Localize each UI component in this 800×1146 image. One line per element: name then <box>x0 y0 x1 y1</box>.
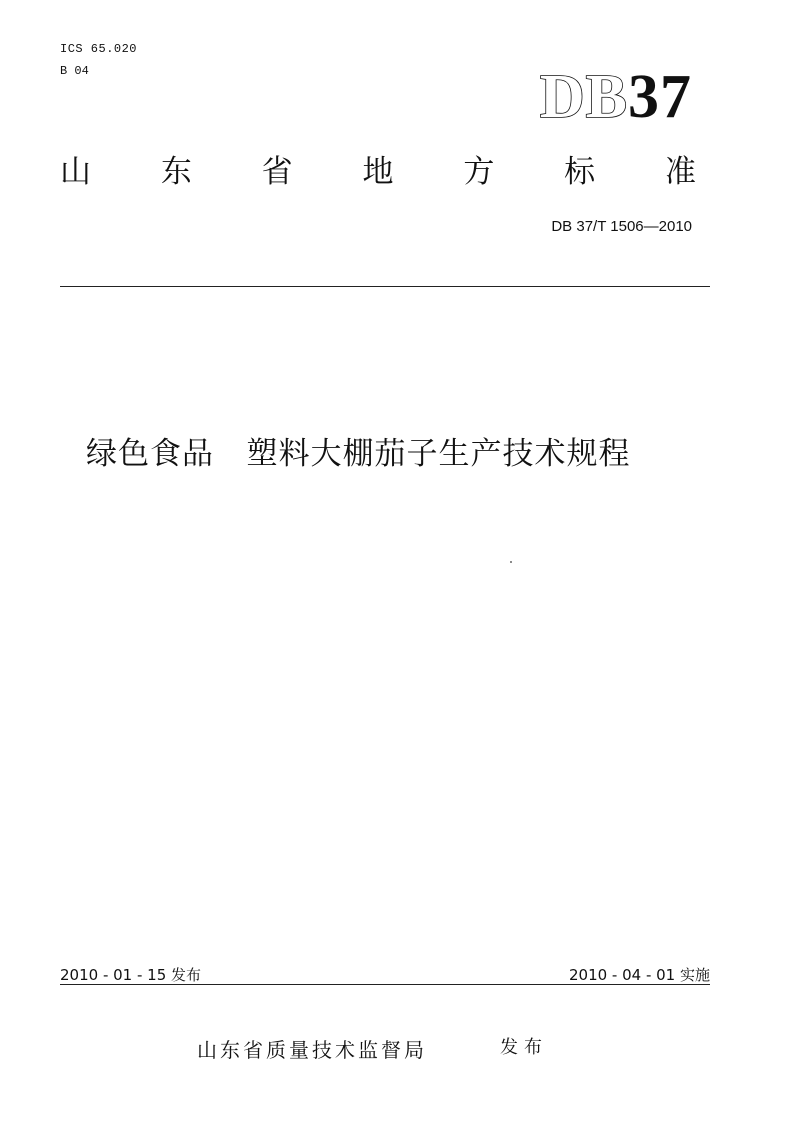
standard-type-heading <box>60 154 696 191</box>
db37-logo <box>539 63 692 131</box>
issue-date: 2010 - 01 - 15 发布 <box>60 966 202 984</box>
heading-char: 东 <box>160 154 192 190</box>
logo-number: 37 <box>628 63 692 131</box>
bottom-divider <box>60 984 710 985</box>
heading-char: 准 <box>664 154 696 190</box>
ics-code: ICS 65.020 <box>60 42 138 56</box>
issued-label: 发布 <box>500 1037 548 1058</box>
ccs-code: B 04 <box>60 64 89 78</box>
heading-char: 标 <box>564 154 596 190</box>
heading-char: 省 <box>261 154 293 190</box>
implement-date: 2010 - 04 - 01 实施 <box>568 966 710 984</box>
top-divider <box>60 286 710 287</box>
heading-char: 地 <box>362 154 394 190</box>
logo-prefix: DB <box>539 63 628 131</box>
issuing-authority: 山东省质量技术监督局 <box>197 1038 427 1062</box>
heading-char: 山 <box>60 154 91 190</box>
standard-number: DB 37/T 1506—2010 <box>551 218 692 235</box>
scan-speck <box>510 561 512 563</box>
document-title: 绿色食品 塑料大棚茄子生产技术规程 <box>86 436 631 472</box>
heading-char: 方 <box>463 154 495 190</box>
